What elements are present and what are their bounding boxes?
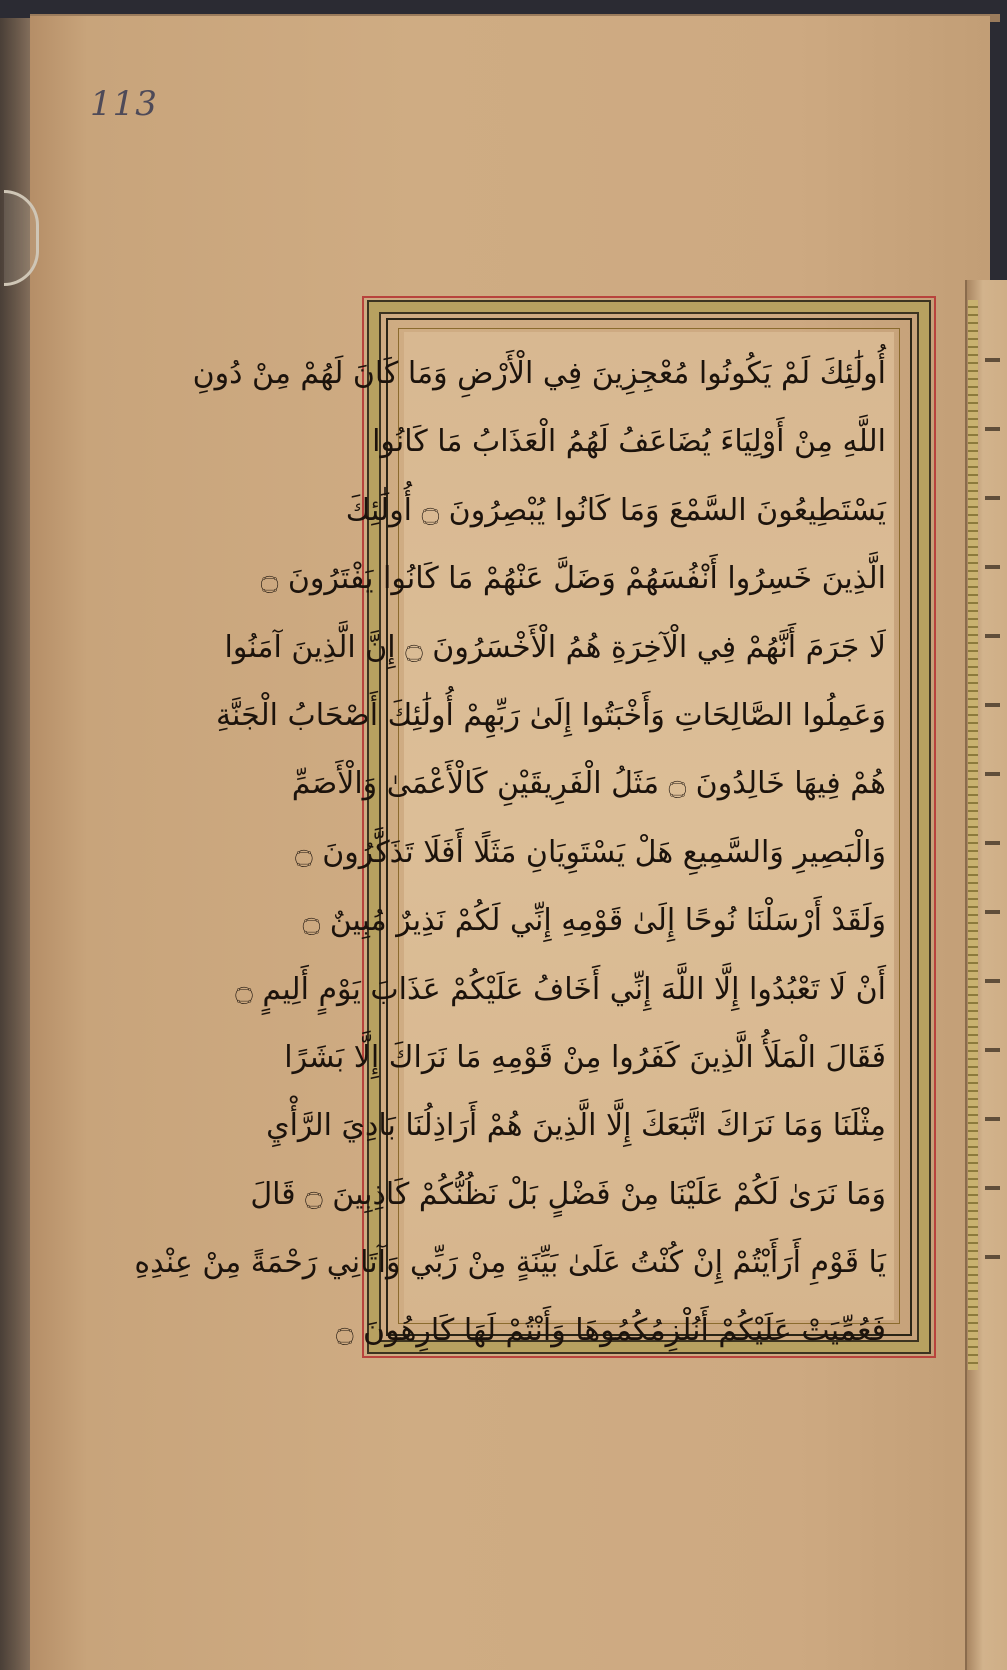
text-line: وَمَا نَرَىٰ لَكُمْ عَلَيْنَا مِنْ فَضْلٍ بَلْ نَظُنُّكُمْ كَاذِبِينَ ۝ قَالَ: [250, 1176, 886, 1212]
text-line: أُولَٰئِكَ لَمْ يَكُونُوا مُعْجِزِينَ فِي الْأَرْضِ وَمَا كَانَ لَهُمْ مِنْ دُونِ: [192, 356, 886, 391]
text-line: هُمْ فِيهَا خَالِدُونَ ۝ مَثَلُ الْفَرِيقَيْنِ كَالْأَعْمَىٰ وَالْأَصَمِّ: [291, 766, 886, 802]
text-line: وَالْبَصِيرِ وَالسَّمِيعِ هَلْ يَسْتَوِيَانِ مَثَلًا أَفَلَا تَذَكَّرُونَ ۝: [295, 834, 886, 870]
text-line: فَقَالَ الْمَلَأُ الَّذِينَ كَفَرُوا مِنْ قَوْمِهِ مَا نَرَاكَ إِلَّا بَشَرًا: [284, 1039, 886, 1075]
adjacent-page-text: [985, 320, 1000, 1320]
text-line: الَّذِينَ خَسِرُوا أَنْفُسَهُمْ وَضَلَّ عَنْهُمْ مَا كَانُوا يَفْتَرُونَ ۝: [260, 561, 886, 597]
text-line: يَا قَوْمِ أَرَأَيْتُمْ إِنْ كُنْتُ عَلَىٰ بَيِّنَةٍ مِنْ رَبِّي وَآتَانِي رَحْمَةً مِنْ عِنْدِهِ: [134, 1245, 886, 1281]
adjacent-page-gold-border: [968, 300, 978, 1370]
text-line: اللَّهِ مِنْ أَوْلِيَاءَ يُضَاعَفُ لَهُمُ الْعَذَابُ مَا كَانُوا: [372, 424, 886, 460]
text-line: يَسْتَطِيعُونَ السَّمْعَ وَمَا كَانُوا يُبْصِرُونَ ۝ أُولَٰئِكَ: [345, 492, 886, 528]
text-line: فَعُمِّيَتْ عَلَيْكُمْ أَنُلْزِمُكُمُوهَا وَأَنْتُمْ لَهَا كَارِهُونَ ۝: [335, 1313, 886, 1349]
text-line: أَنْ لَا تَعْبُدُوا إِلَّا اللَّهَ إِنِّي أَخَافُ عَلَيْكُمْ عَذَابَ يَوْمٍ أَلِيمٍ ۝: [235, 971, 886, 1007]
text-line: مِثْلَنَا وَمَا نَرَاكَ اتَّبَعَكَ إِلَّا الَّذِينَ هُمْ أَرَاذِلُنَا بَادِيَ الرَّأْيِ: [266, 1108, 886, 1144]
text-line: وَعَمِلُوا الصَّالِحَاتِ وَأَخْبَتُوا إِلَىٰ رَبِّهِمْ أُولَٰئِكَ أَصْحَابُ الْجَنَّةِ: [215, 697, 886, 733]
folio-number: 113: [90, 84, 158, 124]
text-line: لَا جَرَمَ أَنَّهُمْ فِي الْآخِرَةِ هُمُ الْأَخْسَرُونَ ۝ إِنَّ الَّذِينَ آمَنُوا: [224, 629, 886, 665]
text-lines: [134, 344, 894, 1370]
text-line: وَلَقَدْ أَرْسَلْنَا نُوحًا إِلَىٰ قَوْمِهِ إِنِّي لَكُمْ نَذِيرٌ مُبِينٌ ۝: [302, 903, 886, 939]
